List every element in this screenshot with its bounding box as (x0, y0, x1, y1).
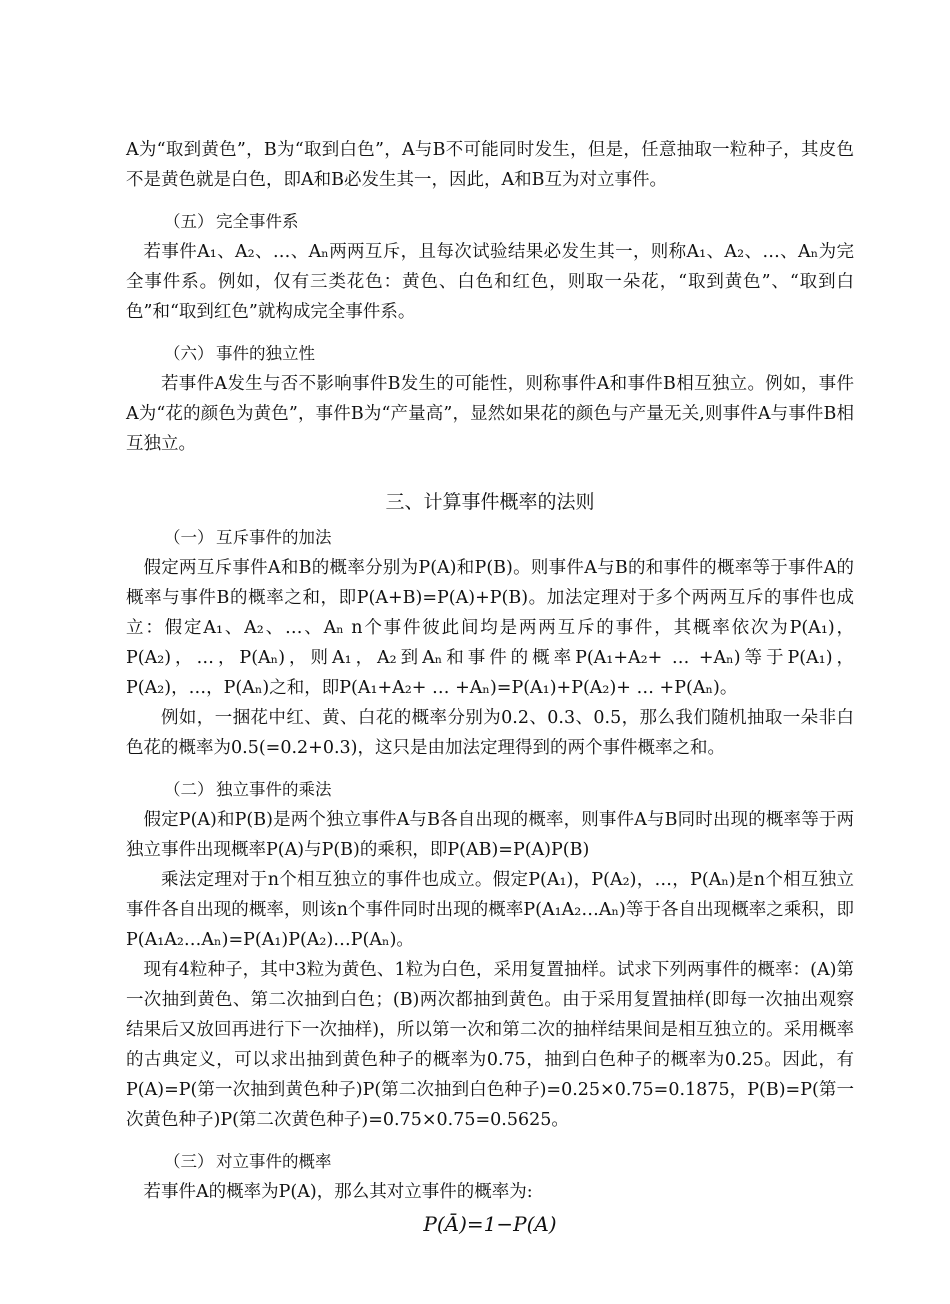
complement-formula: P(Ā)=1−P(A) (423, 1212, 557, 1236)
addition-rule-paragraph: 假定两互斥事件A和B的概率分别为P(A)和P(B)。则事件A与B的和事件的概率等于事件A的概率与事件B的概率之和，即P(A+B)=P(A)+P(B)。加法定理对于多个两两互斥的事件也成立：假定A₁、A₂、…、Aₙ n个事件彼此间均是两两互斥的事件，其概率依次为P(A₁)，P(A₂)，…，P(Aₙ)，则A₁，A₂到Aₙ和事件的概率P(A₁+A₂+ … +Aₙ)等于P(A₁)，P(A₂)，…，P(Aₙ)之和，即P(A₁+A₂+ … +Aₙ)=P(A₁)+P(A₂)+ … +P(Aₙ)。 (126, 558, 854, 698)
section-title: 完全事件系 (216, 212, 299, 231)
section-title: 互斥事件的加法 (216, 528, 332, 547)
multiplication-n-paragraph: 乘法定理对于n个相互独立的事件也成立。假定P(A₁)，P(A₂)，…，P(Aₙ)是n个相互独立事件各自出现的概率，则该n个事件同时出现的概率P(A₁A₂…Aₙ)等于各自出现概率之乘积，即P(A₁A₂…Aₙ)=P(A₁)P(A₂)…P(Aₙ)。 (126, 870, 854, 950)
chapter-title: 三、计算事件概率的法则 (385, 491, 595, 513)
document-page (126, 135, 854, 1241)
section-number: （五） (164, 212, 214, 231)
section-number: （六） (164, 344, 214, 363)
multiplication-example-paragraph: 现有4粒种子，其中3粒为黄色、1粒为白色，采用复置抽样。试求下列两事件的概率：(A)第一次抽到黄色、第二次抽到白色；(B)两次都抽到黄色。由于采用复置抽样(即每一次抽出观察结果后又放回再进行下一次抽样)，所以第一次和第二次的抽样结果间是相互独立的。采用概率的古典定义，可以求出抽到黄色种子的概率为0.75，抽到白色种子的概率为0.25。因此，有P(A)=P(第一次抽到黄色种子)P(第二次抽到白色种子)=0.25×0.75=0.1875，P(B)=P(第一次黄色种子)P(第二次黄色种子)=0.75×0.75=0.5625。 (126, 960, 854, 1130)
multiplication-rule-paragraph: 假定P(A)和P(B)是两个独立事件A与B各自出现的概率，则事件A与B同时出现的概率等于两独立事件出现概率P(A)与P(B)的乘积，即P(AB)=P(A)P(B) (126, 810, 854, 860)
section-number: （三） (164, 1152, 214, 1171)
section-title: 对立事件的概率 (216, 1152, 332, 1171)
subsection-heading-3 (126, 1149, 854, 1175)
section-title: 独立事件的乘法 (216, 780, 332, 799)
subsection-heading-1 (126, 525, 854, 551)
section-number: （二） (164, 780, 214, 799)
section-6-paragraph: 若事件A发生与否不影响事件B发生的可能性，则称事件A和事件B相互独立。例如，事件A为“花的颜色为黄色”，事件B为“产量高”，显然如果花的颜色与产量无关,则事件A与事件B相互独立。 (126, 374, 854, 454)
section-heading-5 (126, 209, 854, 235)
subsection-heading-2 (126, 777, 854, 803)
intro-paragraph: A为“取到黄色”，B为“取到白色”，A与B不可能同时发生，但是，任意抽取一粒种子，其皮色不是黄色就是白色，即A和B必发生其一，因此，A和B互为对立事件。 (126, 140, 854, 190)
section-heading-6 (126, 341, 854, 367)
section-number: （一） (164, 528, 214, 547)
complement-paragraph: 若事件A的概率为P(A)，那么其对立事件的概率为: (143, 1182, 533, 1202)
addition-example-paragraph: 例如，一捆花中红、黄、白花的概率分别为0.2、0.3、0.5，那么我们随机抽取一朵非白色花的概率为0.5(=0.2+0.3)，这只是由加法定理得到的两个事件概率之和。 (126, 708, 854, 758)
section-title: 事件的独立性 (216, 344, 315, 363)
section-5-paragraph: 若事件A₁、A₂、…、Aₙ两两互斥，且每次试验结果必发生其一，则称A₁、A₂、…、Aₙ为完全事件系。例如，仅有三类花色：黄色、白色和红色，则取一朵花，“取到黄色”、“取到白色”和“取到红色”就构成完全事件系。 (126, 242, 854, 322)
